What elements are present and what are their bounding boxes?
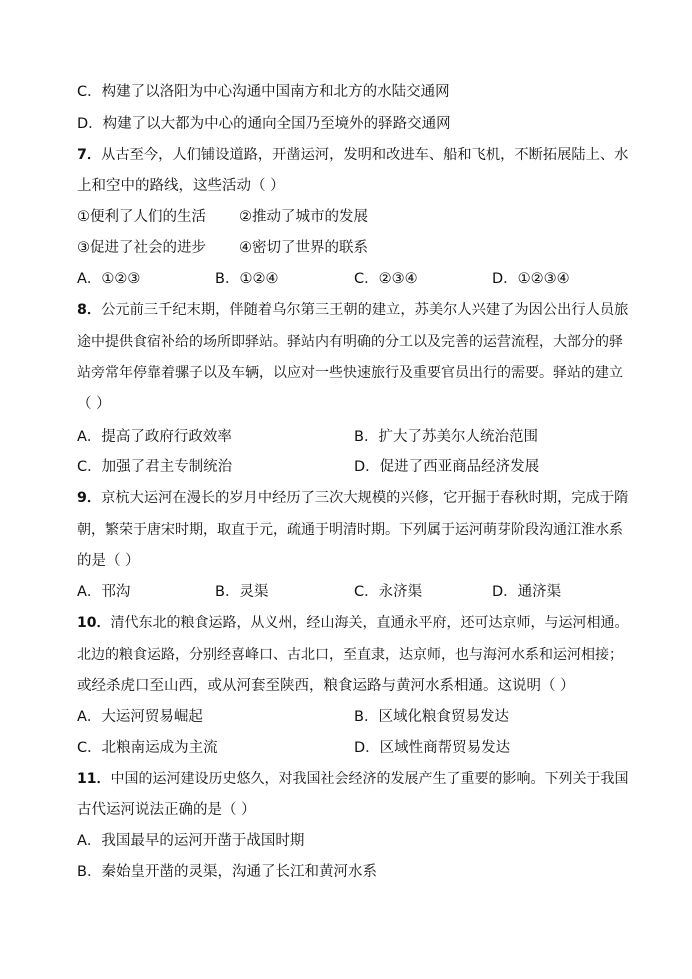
option-d-prev [77, 114, 451, 134]
question-7-statements-row-2 [77, 238, 617, 258]
question-number: 9． [77, 490, 102, 506]
question-10-options-row-1 [77, 707, 617, 727]
question-9-line-3 [77, 551, 140, 571]
statement: ④密切了世界的联系 [239, 240, 368, 256]
question-number: 10． [77, 615, 111, 631]
statement: ②推动了城市的发展 [239, 209, 368, 225]
question-8-options-row-1 [77, 427, 617, 447]
option-a: A．大运河贸易崛起 [77, 709, 203, 725]
option-b: B．扩大了苏美尔人统治范围 [354, 429, 538, 445]
question-text: 的是（ ） [77, 553, 140, 569]
question-7-statements-row-1 [77, 207, 617, 227]
question-8-line-2 [77, 332, 623, 352]
question-number: 7． [77, 147, 102, 163]
question-7-line-2 [77, 176, 285, 196]
question-8-line-4 [77, 394, 111, 414]
option-b: B．①②④ [215, 271, 279, 287]
question-text: 中国的运河建设历史悠久，对我国社会经济的发展产生了重要的影响。下列关于我国 [110, 771, 629, 787]
statement: ③促进了社会的进步 [77, 240, 206, 256]
question-9-options [77, 582, 617, 602]
option-text: D．构建了以大都为中心的通向全国乃至境外的驿路交通网 [77, 116, 451, 132]
question-11-option-b [77, 862, 377, 882]
question-text: 古代运河说法正确的是（ ） [77, 802, 256, 818]
question-text: 从古至今，人们铺设道路，开凿运河，发明和改进车、船和飞机，不断拓展陆上、水 [101, 147, 629, 163]
question-text: 上和空中的路线，这些活动（ ） [77, 178, 285, 194]
option-c-prev [77, 82, 450, 102]
question-8-line-1 [77, 300, 628, 320]
question-text: 站旁常年停靠着骡子以及车辆，以应对一些快速旅行及重要官员出行的需要。驿站的建立 [77, 365, 623, 381]
option-c: C．加强了君主专制统治 [77, 459, 233, 475]
question-7-line-1 [77, 145, 628, 165]
option-a: A．提高了政府行政效率 [77, 429, 232, 445]
option-a: A．我国最早的运河开凿于战国时期 [77, 833, 305, 849]
option-b: B．灵渠 [215, 584, 269, 600]
question-text: 或经杀虎口至山西，或从河套至陕西，粮食运路与黄河水系相通。这说明（ ） [77, 678, 575, 694]
question-11-line-1 [77, 769, 628, 789]
option-a: A．邗沟 [77, 584, 131, 600]
question-10-line-1 [77, 613, 628, 633]
question-11-line-2 [77, 800, 256, 820]
option-c: C．永济渠 [354, 584, 423, 600]
question-number: 8． [77, 302, 102, 318]
question-text: 京杭大运河在漫长的岁月中经历了三次大规模的兴修，它开掘于春秋时期，完成于隋 [101, 490, 629, 506]
question-text: 清代东北的粮食运路，从义州，经山海关，直通永平府，还可达京师，与运河相通。 [110, 615, 629, 631]
option-d: D．①②③④ [492, 271, 570, 287]
question-8-options-row-2 [77, 457, 617, 477]
question-9-line-2 [77, 520, 623, 540]
question-text: 北边的粮食运路，分别经喜峰口、古北口，至直隶，达京师，也与海河水系和运河相接； [77, 647, 623, 663]
option-c: C．北粮南运成为主流 [77, 740, 218, 756]
question-10-line-3 [77, 676, 575, 696]
option-b: B．区域化粮食贸易发达 [354, 709, 509, 725]
question-7-options [77, 269, 617, 289]
option-d: D．促进了西亚商品经济发展 [354, 459, 540, 475]
option-a: A．①②③ [77, 271, 141, 287]
option-text: C．构建了以洛阳为中心沟通中国南方和北方的水陆交通网 [77, 84, 450, 100]
option-d: D．通济渠 [492, 584, 562, 600]
option-c: C．②③④ [354, 271, 418, 287]
question-text: （ ） [77, 396, 111, 412]
question-8-line-3 [77, 363, 623, 383]
question-text: 朝，繁荣于唐宋时期，取直于元，疏通于明清时期。下列属于运河萌芽阶段沟通江淮水系 [77, 522, 623, 538]
option-d: D．区域性商帮贸易发达 [354, 740, 511, 756]
question-10-line-2 [77, 645, 623, 665]
question-text: 途中提供食宿补给的场所即驿站。驿站内有明确的分工以及完善的运营流程，大部分的驿 [77, 334, 623, 350]
question-number: 11． [77, 771, 111, 787]
statement: ①便利了人们的生活 [77, 209, 206, 225]
option-b: B．秦始皇开凿的灵渠，沟通了长江和黄河水系 [77, 864, 377, 880]
question-10-options-row-2 [77, 738, 617, 758]
question-text: 公元前三千纪末期，伴随着乌尔第三王朝的建立，苏美尔人兴建了为因公出行人员旅 [101, 302, 629, 318]
question-9-line-1 [77, 488, 628, 508]
question-11-option-a [77, 831, 304, 851]
